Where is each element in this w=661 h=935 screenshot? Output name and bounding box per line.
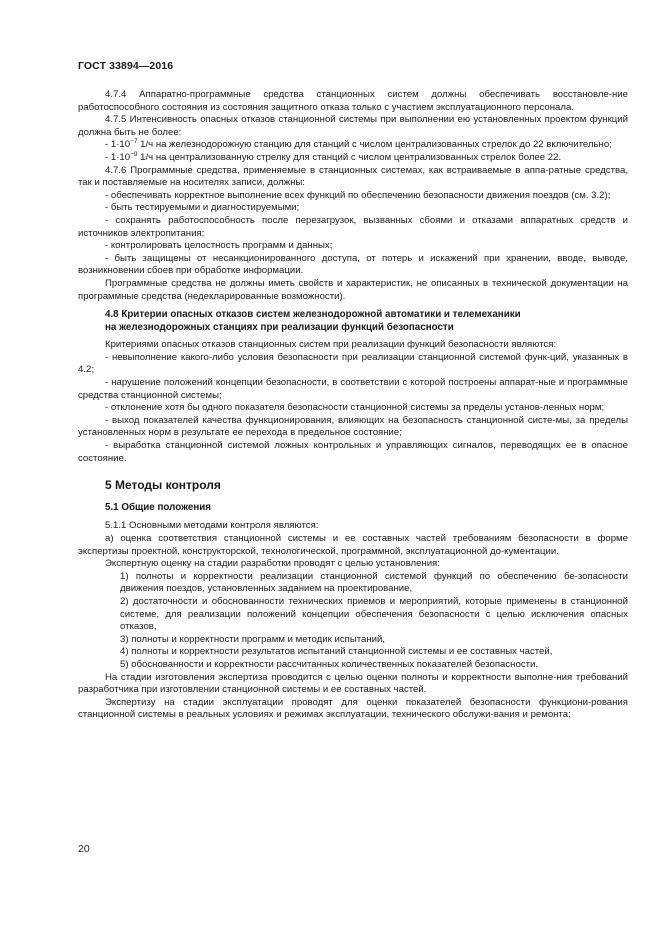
section-heading-5: 5 Методы контроля (105, 478, 221, 493)
list-item: - нарушение положений концепции безопасности, в соответствии с которой построены аппарат-ные и программные средства станционной системы; (78, 377, 628, 401)
page-number: 20 (78, 843, 90, 855)
list-item: 1) полноты и корректности реализации станционной системой функций по обеспечению бе-зопасности движения поездов, установленных заданием на проектирование, (120, 570, 628, 595)
list-item: 3) полноты и корректности программ и методик испытаний, (120, 633, 386, 645)
section-heading-4-8-line2: на железнодорожных станциях при реализации функций безопасности (105, 321, 454, 333)
paragraph-4-7-6: 4.7.6 Программные средства, применяемые в станционных системах, как встраиваемые в аппа-ратные средства, так и поставляемые на носителях записи, должны: (78, 164, 628, 189)
paragraph-4-8-intro: Критериями опасных отказов станционных систем при реализации функций безопасности являются: (105, 339, 557, 351)
document-header: ГОСТ 33894—2016 (78, 60, 174, 72)
paragraph-5-1-1: 5.1.1 Основными методами контроля являются: (105, 520, 319, 532)
list-item: - выработка станционной системой ложных контрольных и управляющих сигналов, переводящих ее в опасное состояние. (78, 440, 628, 464)
list-item: 5) обоснованности и корректности рассчитанных количественных показателей безопасности. (120, 658, 539, 670)
list-item: - быть тестируемыми и диагностируемыми; (105, 202, 300, 214)
section-heading-5-1: 5.1 Общие положения (105, 501, 212, 513)
list-item: 2) достаточности и обоснованности технических приемов и мероприятий, которые применены в станционной системе, для реализации положений концепции обеспечения безопасности с целью исключения опасных отказов, (120, 595, 628, 633)
list-item: - выход показателей качества функционирования, влияющих на безопасность станционной систе-мы, за пределы установленных норм в результате ее перехода в предельное состояние; (78, 414, 628, 439)
paragraph-expert-assessment: Экспертную оценку на стадии разработки проводят с целью установления: (105, 558, 440, 570)
bullet-rate-per-switch: - $1\cdot 10^{-9}$ 1/ч на централизованную стрелку для станций с числом централизованных стрелок более 22. (105, 150, 562, 163)
paragraph-undeclared-features: Программные средства не должны иметь свойств и характеристик, не описанных в технической документации на программные средства (недекларированные возможности). (78, 277, 628, 302)
list-item: - обеспечивать корректное выполнение всех функций по обеспечению безопасности движения поездов (см. 3.2); (105, 189, 611, 201)
list-item: - отклонение хотя бы одного показателя безопасности станционной системы за пределы установ-ленных норм; (105, 402, 605, 414)
list-item: - сохранять работоспособность после перезагрузок, вызванных сбоями и отказами аппаратных средств и источников электропитания; (78, 214, 628, 239)
paragraph-4-7-4: 4.7.4 Аппаратно-программные средства станционных систем должны обеспечивать восстановле-ние работоспособного состояния из состояния защитного отказа только с участием эксплуатационного персонала. (78, 89, 628, 113)
bullet-rate-per-station: - $1\cdot 10^{-7}$ 1/ч на железнодорожную станцию для станций с числом централизованных стрелок до 22 включительно; (105, 138, 612, 151)
section-heading-4-8-line1: 4.8 Критерии опасных отказов систем железнодорожной автоматики и телемеханики (105, 309, 521, 321)
paragraph-operation-stage: Экспертизу на стадии эксплуатации проводят для оценки показателей безопасности функциони-рования станционной системы в реальных условиях и режимах эксплуатации, технического обслужи-вания и ремонта; (78, 696, 628, 721)
paragraph-4-7-5: 4.7.5 Интенсивность опасных отказов станционной системы при выполнении ею установленных проектом функций должна быть не более: (78, 114, 628, 138)
page-content (78, 89, 628, 722)
list-item: - невыполнение какого-либо условия безопасности при реализации станционной системой функ-ций, указанных в 4.2; (78, 351, 628, 376)
list-item: 4) полноты и корректности результатов испытаний станционной системы и ее составных частей, (120, 646, 553, 658)
paragraph-manufacturing-stage: На стадии изготовления экспертиза проводится с целью оценки полноты и корректности выполне-ния требований разработчика при изготовлении станционной системы и ее составных частей. (78, 671, 628, 696)
list-item: - быть защищены от несанкционированного доступа, от потерь и искажений при хранении, вводе, выводе, возникновении сбоев при обработке информации. (78, 252, 628, 277)
section-heading-4-8 (78, 309, 628, 334)
paragraph-5-1-1-a: а) оценка соответствия станционной системы и ее составных частей требованиям безопасности в форме экспертизы проектной, конструкторской, технологической, программной, эксплуатационной до-кументации. (78, 533, 628, 557)
list-item: - контролировать целостность программ и данных; (105, 240, 333, 252)
